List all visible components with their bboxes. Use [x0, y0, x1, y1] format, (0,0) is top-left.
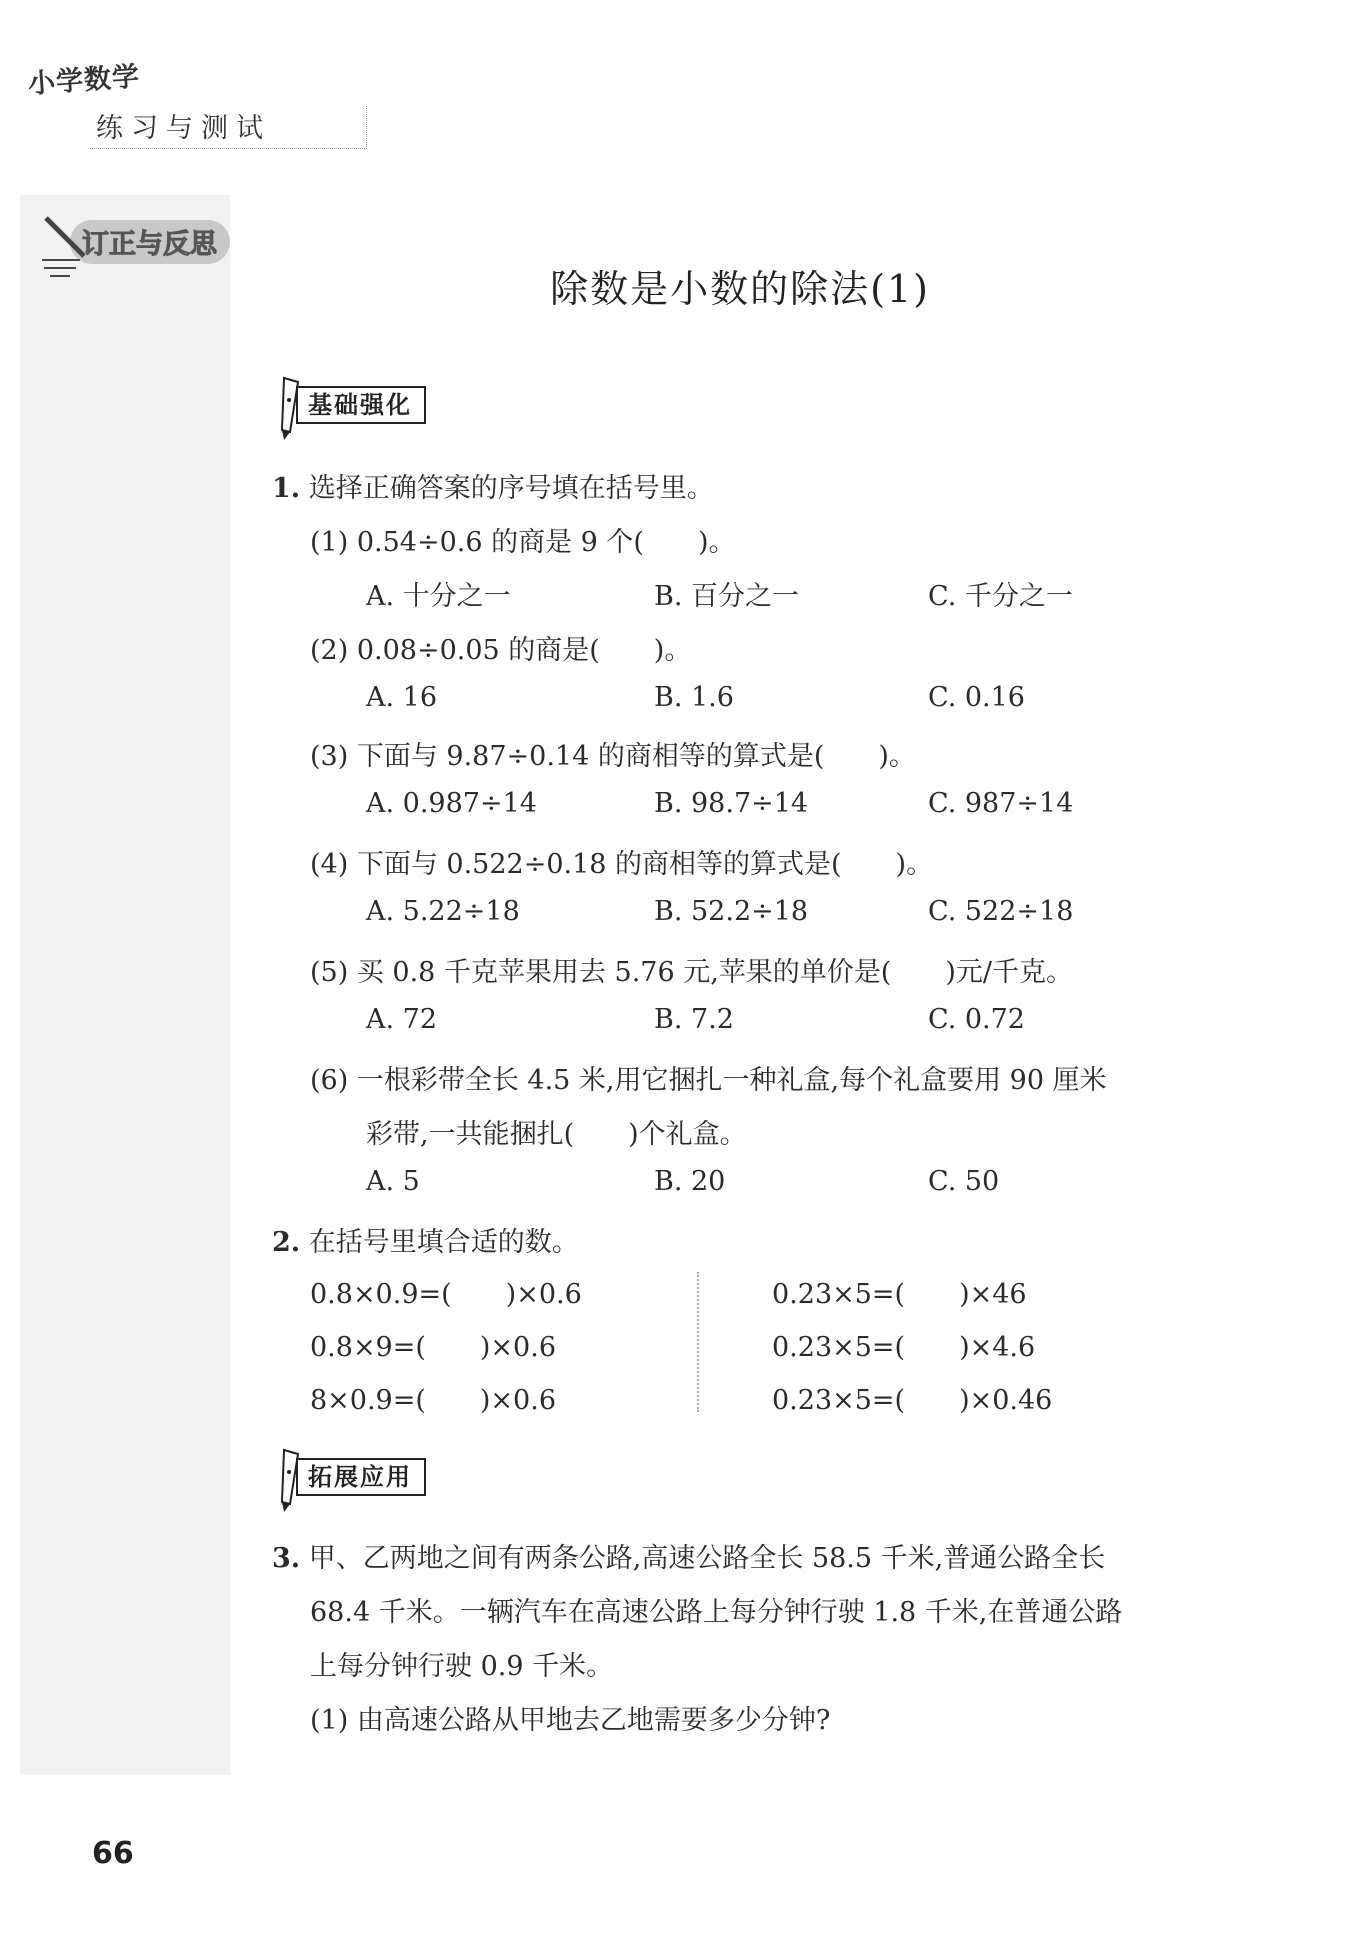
column-divider: [697, 1272, 699, 1412]
q1-item-2: (2) 0.08÷0.05 的商是( )。: [310, 635, 692, 666]
option-b: B. 7.2: [654, 1004, 734, 1035]
review-label: 订正与反思: [82, 229, 217, 260]
q2-right-1: 0.23×5=( )×46: [772, 1279, 1027, 1310]
q1-item-6-cont: 彩带,一共能捆扎( )个礼盒。: [366, 1119, 747, 1150]
option-a: A. 0.987÷14: [366, 788, 537, 819]
q1-item-3: (3) 下面与 9.87÷0.14 的商相等的算式是( )。: [310, 741, 916, 772]
question-number: 3.: [272, 1543, 301, 1574]
page-title: 除数是小数的除法(1): [550, 267, 930, 311]
q1-item-4: (4) 下面与 0.522÷0.18 的商相等的算式是( )。: [310, 849, 934, 880]
option-b: B. 52.2÷18: [654, 896, 809, 927]
question-text: 选择正确答案的序号填在括号里。: [308, 473, 714, 504]
q2-right-3: 0.23×5=( )×0.46: [772, 1385, 1053, 1416]
option-b: B. 20: [654, 1166, 726, 1197]
q2-left-2: 0.8×9=( )×0.6: [310, 1332, 556, 1363]
question-2: [272, 1220, 579, 1259]
q3-line-2: 68.4 千米。一辆汽车在高速公路上每分钟行驶 1.8 千米,在普通公路: [310, 1597, 1123, 1628]
option-c: C. 0.72: [928, 1004, 1025, 1035]
q1-item-6: (6) 一根彩带全长 4.5 米,用它捆扎一种礼盒,每个礼盒要用 90 厘米: [310, 1065, 1107, 1096]
q2-left-1: 0.8×0.9=( )×0.6: [310, 1279, 582, 1310]
q3-sub-1: (1) 由高速公路从甲地去乙地需要多少分钟?: [310, 1705, 831, 1736]
option-c: C. 0.16: [928, 682, 1025, 713]
question-1: [272, 466, 714, 505]
book-title: 小学数学: [27, 61, 142, 100]
q1-item-5: (5) 买 0.8 千克苹果用去 5.76 元,苹果的单价是( )元/千克。: [310, 957, 1073, 988]
book-header: [27, 61, 271, 144]
section-extended-label: 拓展应用: [296, 1458, 426, 1496]
option-a: A. 5: [366, 1166, 420, 1197]
page-number: 66: [92, 1836, 134, 1871]
option-b: B. 1.6: [654, 682, 734, 713]
question-text: 甲、乙两地之间有两条公路,高速公路全长 58.5 千米,普通公路全长: [308, 1543, 1106, 1574]
q3-line-3: 上每分钟行驶 0.9 千米。: [310, 1651, 614, 1682]
option-c: C. 千分之一: [928, 581, 1073, 612]
question-number: 2.: [272, 1227, 301, 1258]
q1-item-1: (1) 0.54÷0.6 的商是 9 个( )。: [310, 527, 736, 558]
question-3: [272, 1536, 1105, 1575]
option-c: C. 50: [928, 1166, 1000, 1197]
option-a: A. 72: [366, 1004, 438, 1035]
option-c: C. 987÷14: [928, 788, 1074, 819]
section-basic-label: 基础强化: [296, 386, 426, 424]
option-b: B. 百分之一: [654, 581, 800, 612]
correction-margin: [20, 195, 230, 1775]
question-text: 在括号里填合适的数。: [308, 1227, 579, 1258]
option-a: A. 16: [366, 682, 438, 713]
option-a: A. 十分之一: [366, 581, 511, 612]
question-number: 1.: [272, 473, 301, 504]
option-c: C. 522÷18: [928, 896, 1074, 927]
book-subtitle: 练习与测试: [90, 106, 367, 149]
option-b: B. 98.7÷14: [654, 788, 809, 819]
q2-left-3: 8×0.9=( )×0.6: [310, 1385, 556, 1416]
q2-right-2: 0.23×5=( )×4.6: [772, 1332, 1036, 1363]
option-a: A. 5.22÷18: [366, 896, 520, 927]
